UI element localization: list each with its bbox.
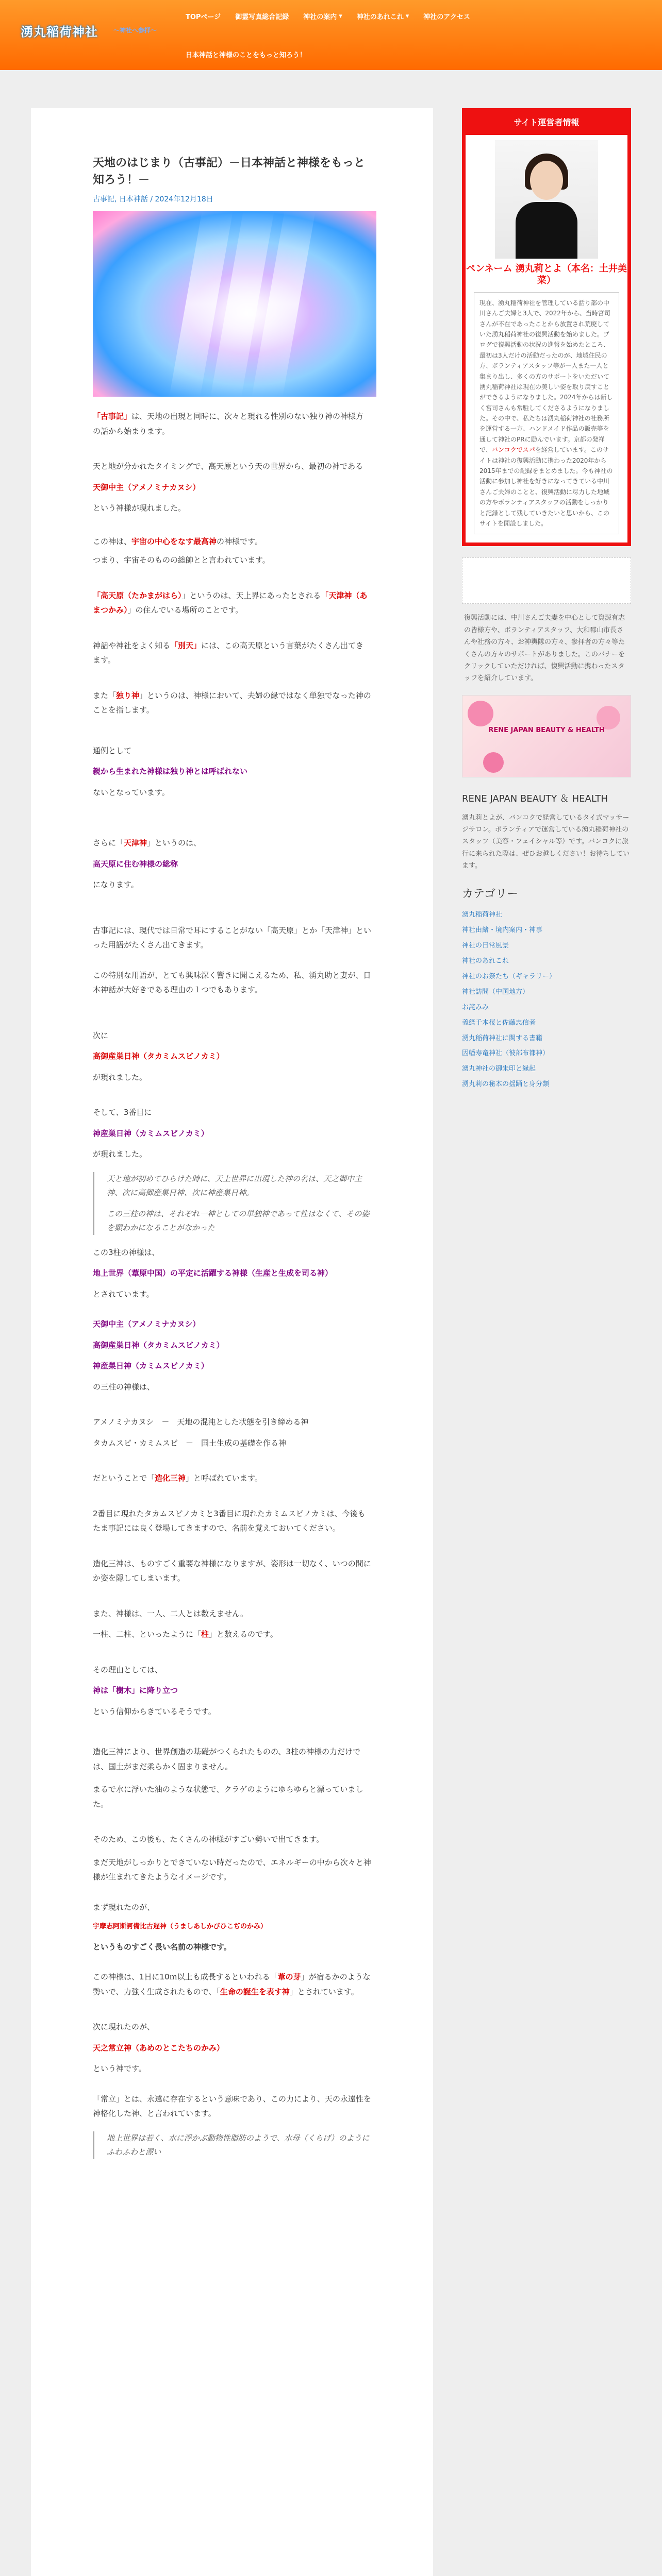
- highlight-text: 「高天原（たかまがはら）: [93, 590, 182, 600]
- paragraph: この3柱の神様は、: [93, 1247, 160, 1257]
- paragraph: まるで水に浮いた油のような状態で、クラゲのようにゆらゆらと漂っていました。: [93, 1785, 363, 1809]
- chevron-down-icon: ▾: [405, 12, 409, 20]
- bio-link[interactable]: バンコクでスパ: [491, 446, 535, 454]
- god-name: 天之常立神（あめのとこたちのかみ）: [93, 2043, 225, 2053]
- category-link[interactable]: 神社の日常風景: [462, 942, 509, 950]
- paragraph: 「常立」とは、永遠に存在するという意味であり、この力により、天の永遠性を神格化した神、と言われています。: [93, 2094, 372, 2119]
- widget-title: RENE JAPAN BEAUTY ＆ HEALTH: [462, 793, 608, 804]
- nav-item-label: 御霊写真総合記録: [235, 13, 289, 21]
- paragraph: [93, 534, 371, 549]
- main-nav: [186, 11, 470, 21]
- category-link[interactable]: 湧丸稲荷神社に関する書籍: [462, 1034, 543, 1042]
- highlight-text: 天津神: [124, 838, 147, 848]
- paragraph: 次に: [93, 1030, 109, 1040]
- paragraph: [93, 836, 371, 851]
- highlight-text: 神は「樹木」に降り立つ: [93, 1686, 178, 1695]
- admin-bio: [474, 292, 619, 535]
- highlight-text: 「天津神（あまつかみ）: [93, 590, 368, 615]
- article-meta[interactable]: 古事記, 日本神話 / 2024年12月18日: [93, 195, 213, 204]
- paragraph: そのため、この後も、たくさんの神様がすごい勢いで出てきます。: [93, 1835, 324, 1844]
- nav-item-label: 神社のあれこれ: [356, 13, 404, 21]
- highlight-text: 造化三神: [155, 1473, 186, 1483]
- body-text: 」というのは、神様において、夫婦の縁ではなく単独でなった神のことを指します。: [93, 690, 371, 715]
- paragraph: そして、3番目に: [93, 1108, 152, 1117]
- body-text: 」というのは、天上界にあったとされる: [181, 590, 321, 600]
- category-link[interactable]: 湧丸稲荷神社: [462, 911, 503, 919]
- body-text: 神話や神社をよく知る: [93, 640, 171, 650]
- category-link[interactable]: 神社由緒・境内案内・神事: [462, 926, 543, 935]
- paragraph: [93, 409, 371, 438]
- paragraph: という信仰からきているそうです。: [93, 1706, 216, 1716]
- sidebar: [462, 108, 631, 1092]
- paragraph: という神様が現れました。: [93, 503, 186, 513]
- category-title: カテゴリー: [462, 888, 519, 901]
- nav-item-label: 神社のアクセス: [423, 13, 470, 21]
- nav-item-access[interactable]: [423, 11, 470, 21]
- quote-text: 天と地が初めてひらけた時に、天上世界に出現した神の名は、天之御中主神、次に高御産巣日神、次に神産巣日神。: [107, 1174, 362, 1197]
- body-text: さらに「: [93, 838, 124, 848]
- broken-image-banner[interactable]: [462, 557, 631, 604]
- paragraph: とされています。: [93, 1289, 154, 1299]
- god-name: 神産巣日神（カミムスビノカミ）: [93, 1128, 209, 1138]
- highlight-text: 宇宙の中心をなす最高神: [131, 536, 217, 546]
- paragraph: 通例として: [93, 745, 132, 755]
- photo-face: [530, 161, 563, 200]
- block-quote: [93, 1172, 371, 1235]
- category-link[interactable]: 湧丸莉の秘本の揺踊と身分類: [462, 1080, 550, 1089]
- body-text: また「: [93, 690, 117, 700]
- highlight-text: 独り神: [116, 690, 140, 700]
- admin-photo: [495, 140, 598, 259]
- category-link[interactable]: 義経千本桜と佐藤忠信者: [462, 1019, 536, 1027]
- paragraph: になります。: [93, 880, 139, 889]
- chevron-down-icon: ▾: [339, 12, 342, 20]
- god-name: 宇摩志阿斯訶備比古遅神（うましあしかびひこぢのかみ）: [93, 1923, 268, 1930]
- nav-item-photo-archive[interactable]: [235, 11, 289, 21]
- site-header: [0, 0, 662, 70]
- paragraph: 古事記には、現代では日常で耳にすることがない「高天原」とか「天津神」といった用語がたくさん出てきます。: [93, 925, 372, 950]
- paragraph: [93, 688, 371, 718]
- nav-item-shrine-misc[interactable]: [357, 11, 409, 21]
- paragraph: 2番目に現れたタカムスビノカミと3番目に現れたカミムスビノカミは、今後もたま事記には良く登場してきますので、名前を覚えておいてください。: [93, 1509, 366, 1533]
- paragraph: 造化三神により、世界創造の基礎がつくられたものの、3柱の神様の力だけでは、国土がまだ柔らかく固まりません。: [93, 1747, 360, 1771]
- sidebar-text: 復興活動には、中川さんご夫妻を中心として資源有志の皆様方や、ボランティアスタッフ、大和郡山市長さんや社務の方々、お神輿隊の方々、参拝者の方々等たくさんの方々のサポートがありました。このバナーをクリックしていただければ、復興活動に携わったスタッフを紹介しています。: [464, 614, 625, 683]
- paragraph: 次に現れたのが、: [93, 2022, 155, 2032]
- nav-item-top[interactable]: [186, 11, 221, 21]
- paragraph: 造化三神は、ものすごく重要な神様になりますが、姿形は一切なく、いつの間にか姿を隠してしまいます。: [93, 1558, 371, 1583]
- site-logo-subtitle: ～神社へ参拝～: [113, 27, 157, 34]
- paragraph: [93, 638, 371, 668]
- highlight-text: 地上世界（葦原中国）の平定に活躍する神様（生産と生成を司る神）: [93, 1268, 333, 1278]
- bio-text: 現在、湧丸稲荷神社を管理している話り部の中川さんご夫婦と3人で、2022年から、当時宮司さんが不在であったことから放置され荒廃していた湧丸稲荷神社の復興活動を始めました。ブログで復興活動の状況の進報を始めたところ、最初は3人だけの活動だったのが、地域住民の方、ボランティアスタッフ等が一人また一人と集まり出し、多くの方のサポートをいただいて湧丸稲荷神社は現在の美しい姿を取り戻すことができるようになりました。2024年からは新しく宮司さんも常駐してくださるようになりました。その中で、私たちは湧丸稲荷神社の社務所を運営する一方、ハンドメイド作品の販売等を通して神社のPRに励んでいます。京都の発祥で、: [479, 299, 613, 454]
- list-item: アメノミナカヌシ － 天地の混沌とした状態を引き締める神: [93, 1417, 309, 1427]
- paragraph: の三柱の神様は、: [93, 1382, 155, 1392]
- highlight-text: 高天原に住む神様の総称: [93, 859, 178, 869]
- paragraph: つまり、宇宙そのものの総帥とと言われています。: [93, 555, 270, 565]
- body-text: 」というのは、: [147, 838, 202, 848]
- paragraph: また、神様は、一人、二人とは数えません。: [93, 1608, 248, 1618]
- body-text: は、天地の出現と同時に、次々と現れる性別のない独り神の神様方の話から始まります。: [93, 412, 364, 436]
- highlight-text: 「別天」: [170, 640, 202, 650]
- nav-item-shrine-guide[interactable]: [303, 11, 342, 21]
- category-link[interactable]: 因幡寿竜神社（彼部布都神）: [462, 1049, 550, 1058]
- photo-body: [516, 202, 577, 259]
- paragraph: というものすごく長い名前の神様です。: [93, 1942, 231, 1952]
- body-text: の神様です。: [217, 536, 262, 546]
- admin-name: ペンネーム 湧丸莉とよ（本名：土井美菜）: [466, 263, 627, 286]
- category-list: [462, 907, 631, 1092]
- body-text: 」の住んでいる場所のことです。: [127, 605, 243, 615]
- quote-text: この三柱の神は、それぞれ一神としての単独神であって性はなくて、その姿を顕わかになることがなかった: [107, 1209, 370, 1232]
- nav-item-label: TOPページ: [186, 13, 221, 21]
- god-name: 天御中主（アメノミナカヌシ）: [93, 1319, 201, 1329]
- block-quote: [93, 2131, 371, 2159]
- highlight-text: 柱: [201, 1630, 209, 1639]
- god-name: 高御産巣日神（タカミムスビノカミ）: [93, 1052, 224, 1061]
- paragraph: が現れました。: [93, 1149, 147, 1159]
- flower-decoration: [468, 701, 493, 726]
- highlight-text: 親から生まれた神様は独り神とは呼ばれない: [93, 767, 248, 776]
- paragraph: [93, 588, 371, 618]
- flower-decoration: [483, 752, 504, 773]
- list-item: タカムスビ・カミムスビ － 国土生成の基礎を作る神: [93, 1438, 287, 1448]
- body-text: 一柱、二柱、といったように「: [93, 1630, 202, 1639]
- paragraph: [93, 1471, 371, 1486]
- admin-profile-box: [462, 108, 631, 546]
- god-name: 天御中主（アメノミナカヌシ）: [93, 482, 201, 492]
- nav-item-mythology[interactable]: 日本神話と神様のことをもっと知ろう！: [186, 52, 307, 59]
- paragraph: [93, 1970, 371, 1999]
- body-text: 」とされています。: [289, 1987, 359, 1996]
- highlight-text: 葦の芽: [277, 1972, 301, 1982]
- category-link[interactable]: 神社訪問（中国地方）: [462, 988, 529, 996]
- category-link[interactable]: 神社のあれこれ: [462, 957, 509, 965]
- paragraph: ないとなっています。: [93, 787, 170, 797]
- paragraph: が現れました。: [93, 1072, 147, 1082]
- body-text: だということで「: [93, 1473, 155, 1483]
- widget-text: 湧丸莉とよが、バンコクで経営しているタイ式マッサージサロン。ボランティアで運営している湧丸稲荷神社のスタッフ（美容・フェイシャル等）です。バンコクに旅行に来られた際は、ぜひお越しください！お待ちしています。: [462, 814, 630, 870]
- paragraph: この特別な用語が、とても興味深く響きに聞こえるため、私、湧丸助と妻が、日本神話が大好きである理由の１つでもあります。: [93, 970, 371, 994]
- category-link[interactable]: 湧丸神社の御朱印と縁起: [462, 1065, 536, 1073]
- site-logo[interactable]: 湧丸稲荷神社: [21, 25, 98, 39]
- highlight-text: 生命の誕生を表す神: [220, 1987, 290, 1996]
- highlight-text: 「古事記」: [93, 412, 132, 421]
- category-link[interactable]: お詫みみ: [462, 1003, 489, 1011]
- body-text: この神様は、1日に10ｍ以上も成長するといわれる「: [93, 1972, 278, 1982]
- category-link[interactable]: 神社のお祭たち（ギャラリー）: [462, 973, 556, 981]
- quote-text: 地上世界は若く、水に浮かぶ動物性脂肪のようで、水母（くらげ）のようにふわふわと漂い: [107, 2133, 370, 2157]
- body-text: 」が宿るかのような勢いで、力強く生成されたもので、「: [93, 1972, 371, 1996]
- paragraph: 天と地が分かれたタイミングで、高天原という天の世界から、最初の神である: [93, 462, 363, 471]
- article-content: [31, 108, 433, 2576]
- body-text: 」と呼ばれています。: [186, 1473, 262, 1483]
- paragraph: [93, 1627, 371, 1642]
- paragraph: まだ天地がしっかりとできていない時だったので、エネルギーの中から次々と神様が生まれてきたようなイメージです。: [93, 1857, 371, 1882]
- body-text: には、この高天原という言葉がたくさん出てきます。: [93, 640, 364, 665]
- body-text: この神は、: [93, 536, 132, 546]
- beauty-banner[interactable]: [462, 695, 631, 777]
- paragraph: その理由としては、: [93, 1665, 163, 1674]
- article-title: 天地のはじまり（古事記）－日本神話と神様をもっと知ろう！－: [93, 157, 366, 187]
- nav-item-label: 神社の案内: [303, 13, 337, 21]
- bio-text: を経営しています。このサイトは神社の復興活動に携わった2020年から2015年までの記録をまとめました。今も神社の活動に参加し神社を好きになってきている中川さんご夫婦のことと、復興活動に尽力した地域の方やボランティアスタッフの活動をしっかりと記録として残していきたいと思いから、このサイトを開設しました。: [479, 446, 613, 527]
- admin-title: サイト運営者情報: [466, 112, 627, 135]
- god-name: 神産巣日神（カミムスビノカミ）: [93, 1361, 209, 1370]
- paragraph: まず現れたのが、: [93, 1902, 155, 1912]
- body-text: 」と数えるのです。: [209, 1630, 278, 1639]
- paragraph: という神です。: [93, 2064, 146, 2074]
- hero-image: [93, 211, 376, 397]
- banner-text: RENE JAPAN BEAUTY & HEALTH: [488, 726, 605, 734]
- god-name: 高御産巣日神（タカミムスビノカミ）: [93, 1340, 224, 1350]
